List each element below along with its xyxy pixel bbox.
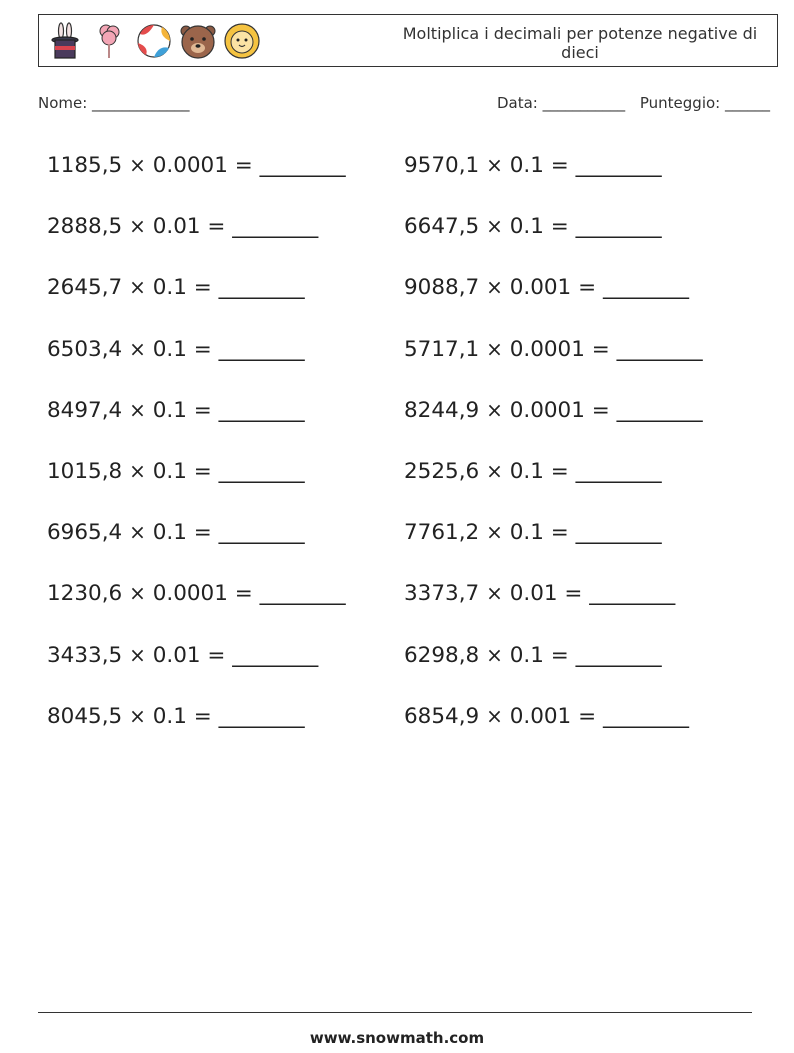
multiplier: 0.0001 (509, 336, 585, 362)
multiplier: 0.0001 (152, 153, 228, 178)
problem-row (404, 209, 703, 270)
times-sign: × (486, 153, 503, 177)
answer-blank: = ________ (193, 336, 305, 362)
score-field: Punteggio: ______ (639, 94, 770, 112)
name-field: Nome: _____________ (38, 94, 190, 112)
problem-row (47, 332, 346, 393)
date-field: Data: ___________ (496, 94, 626, 112)
problem-row (404, 454, 703, 515)
multiplicand: 8244,9 (404, 397, 480, 423)
problem-row (47, 393, 346, 454)
problem-row (404, 515, 703, 576)
multiplier: 0.1 (509, 642, 544, 668)
multiplicand: 3433,5 (47, 642, 123, 668)
answer-blank: = ________ (578, 703, 689, 729)
multiplicand: 6854,9 (404, 703, 480, 729)
problem-row (47, 515, 346, 576)
bear-icon (179, 21, 217, 61)
multiplicand: 6647,5 (404, 214, 480, 240)
times-sign: × (129, 520, 146, 545)
answer-blank: = ________ (193, 458, 305, 484)
answer-blank: = ________ (234, 581, 346, 607)
multiplicand: 1015,8 (47, 458, 123, 484)
answer-blank: = ________ (207, 642, 319, 668)
times-sign: × (129, 214, 146, 239)
problem-row (47, 576, 346, 637)
times-sign: × (486, 703, 503, 728)
times-sign: × (486, 520, 503, 545)
multiplier: 0.001 (509, 703, 572, 729)
times-sign: × (486, 275, 503, 300)
times-sign: × (486, 336, 503, 361)
multiplier: 0.1 (509, 520, 544, 546)
cotton-candy-icon (91, 21, 129, 61)
multiplier: 0.0001 (152, 581, 228, 607)
multiplicand: 7761,2 (404, 520, 480, 546)
lion-icon (223, 21, 261, 61)
multiplicand: 2525,6 (404, 458, 480, 484)
multiplier: 0.1 (509, 458, 544, 484)
multiplier: 0.001 (509, 275, 572, 301)
answer-blank: = ________ (550, 642, 662, 668)
multiplier: 0.1 (152, 336, 187, 362)
times-sign: × (129, 581, 146, 606)
multiplicand: 6965,4 (47, 520, 123, 546)
problem-row (47, 699, 346, 760)
problem-row (47, 638, 346, 699)
answer-blank: = ________ (207, 214, 319, 240)
multiplicand: 2645,7 (47, 275, 123, 301)
problem-row (47, 454, 346, 515)
problem-row (404, 270, 703, 331)
multiplier: 0.1 (509, 153, 544, 178)
answer-blank: = ________ (564, 581, 676, 607)
answer-blank: = ________ (193, 397, 305, 423)
multiplicand: 6503,4 (47, 336, 123, 362)
answer-blank: = ________ (550, 458, 662, 484)
multiplicand: 5717,1 (404, 336, 480, 362)
times-sign: × (486, 458, 503, 483)
times-sign: × (486, 642, 503, 667)
multiplier: 0.1 (152, 520, 187, 546)
times-sign: × (129, 275, 146, 300)
answer-blank: = ________ (578, 275, 689, 301)
multiplier: 0.1 (152, 275, 187, 301)
multiplicand: 9088,7 (404, 275, 480, 301)
times-sign: × (486, 397, 503, 422)
answer-blank: = ________ (550, 214, 662, 240)
problem-row (404, 699, 703, 760)
worksheet-header (38, 14, 778, 67)
multiplicand: 6298,8 (404, 642, 480, 668)
header-icons (47, 21, 261, 61)
answer-blank: = ________ (193, 520, 305, 546)
footer-divider (38, 1012, 752, 1013)
multiplier: 0.01 (509, 581, 558, 607)
worksheet-title: Moltiplica i decimali per potenze negative di dieci (402, 24, 758, 62)
problem-row (47, 148, 346, 209)
times-sign: × (129, 703, 146, 728)
multiplier: 0.1 (152, 397, 187, 423)
answer-blank: = ________ (550, 153, 662, 178)
times-sign: × (129, 642, 146, 667)
answer-blank: = ________ (193, 275, 305, 301)
times-sign: × (486, 581, 503, 606)
times-sign: × (129, 153, 146, 177)
problem-row (404, 148, 703, 209)
date-score-fields (497, 94, 770, 112)
answer-blank: = ________ (591, 397, 703, 423)
multiplier: 0.1 (152, 458, 187, 484)
multiplicand: 9570,1 (404, 153, 480, 178)
problem-row (404, 576, 703, 637)
magic-hat-icon (47, 21, 85, 61)
footer-url: www.snowmath.com (309, 1029, 485, 1047)
beach-ball-icon (135, 21, 173, 61)
times-sign: × (486, 214, 503, 239)
multiplier: 0.1 (152, 703, 187, 729)
multiplicand: 2888,5 (47, 214, 123, 240)
multiplicand: 8045,5 (47, 703, 123, 729)
problem-row (404, 638, 703, 699)
problem-row (404, 393, 703, 454)
times-sign: × (129, 336, 146, 361)
times-sign: × (129, 458, 146, 483)
multiplicand: 8497,4 (47, 397, 123, 423)
problem-row (47, 209, 346, 270)
answer-blank: = ________ (193, 703, 305, 729)
multiplier: 0.1 (509, 214, 544, 240)
times-sign: × (129, 397, 146, 422)
multiplicand: 1185,5 (47, 153, 123, 178)
answer-blank: = ________ (591, 336, 703, 362)
problem-row (404, 332, 703, 393)
answer-blank: = ________ (550, 520, 662, 546)
problem-row (47, 270, 346, 331)
multiplier: 0.0001 (509, 397, 585, 423)
multiplier: 0.01 (152, 642, 201, 668)
answer-blank: = ________ (234, 153, 346, 178)
multiplicand: 3373,7 (404, 581, 480, 607)
problems-left-column (47, 148, 346, 760)
multiplicand: 1230,6 (47, 581, 123, 607)
multiplier: 0.01 (152, 214, 201, 240)
problems-right-column (404, 148, 703, 760)
